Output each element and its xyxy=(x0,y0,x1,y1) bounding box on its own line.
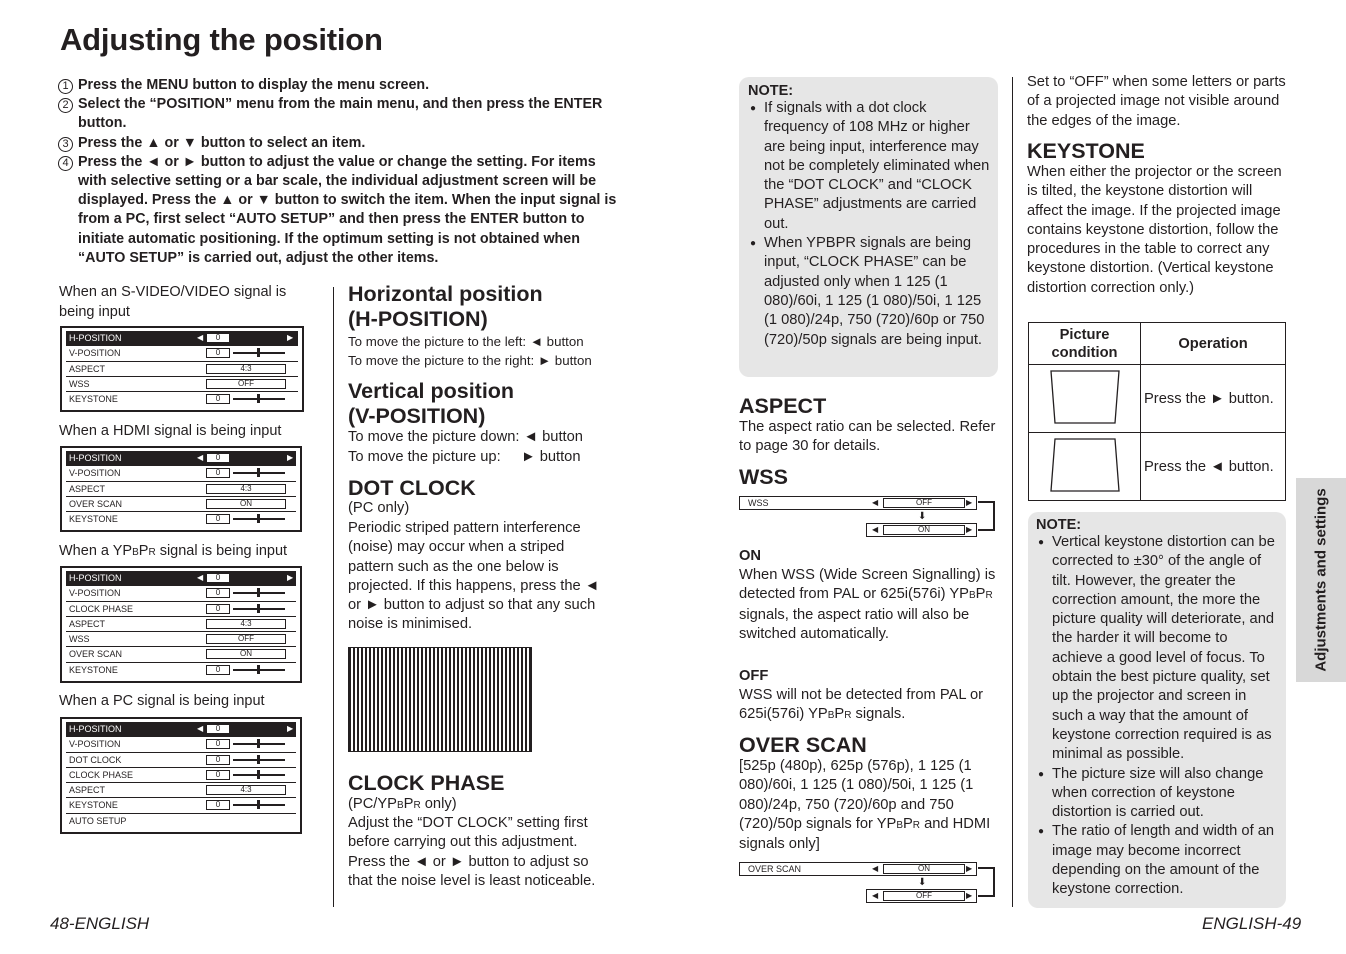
osd-row-label: OVER SCAN xyxy=(69,498,123,509)
osd-row-label: V-POSITION xyxy=(69,468,121,479)
note-list xyxy=(1036,533,1280,900)
osd-menu-row xyxy=(66,466,296,481)
osd-row-value: 0 xyxy=(206,739,230,749)
osd-row-slider xyxy=(233,759,285,761)
note-title: NOTE: xyxy=(1036,517,1082,533)
osd-row-slider xyxy=(233,804,285,806)
overscan-diagram-row xyxy=(739,862,977,876)
step-text: Select the “POSITION” menu from the main menu, and then press the ENTER button. xyxy=(78,96,603,132)
overscan-heading: OVER SCAN xyxy=(739,733,867,757)
column-divider xyxy=(333,287,334,907)
osd-menu-row xyxy=(66,331,298,346)
keystone-picture-wide-top xyxy=(1029,365,1141,433)
osd-row-label: WSS xyxy=(69,378,90,389)
overscan-diagram-label: OVER SCAN xyxy=(748,864,802,874)
note-item: ● The picture size will also change when correction of keystone distortion is carried out. xyxy=(1036,765,1280,823)
keystone-op-right: Press the ► button. xyxy=(1141,365,1286,433)
step-number: 4 xyxy=(58,156,73,171)
vpos-heading: Vertical position (V-POSITION) xyxy=(348,379,515,428)
osd-row-value: 4:3 xyxy=(206,364,286,374)
right-arrow-icon: ▶ xyxy=(287,724,294,733)
dotclock-text: Periodic striped pattern interference (noise) may occur when a striped pattern such as the one below is projected. If this happens, press the ◄ or ► button to adjust so that any such noise is minimised. xyxy=(348,520,600,633)
menu-caption-ypbpr: When a YPBPR signal is being input xyxy=(59,543,288,559)
osd-row-slider xyxy=(233,728,285,730)
right-arrow-icon: ▶ xyxy=(966,498,973,507)
step-number: 1 xyxy=(58,79,73,94)
step-number: 3 xyxy=(58,137,73,152)
wss-diagram-row xyxy=(739,496,977,510)
note-item: ● The ratio of length and width of an image may become incorrect depending on the amount of the keystone correction. xyxy=(1036,822,1280,899)
osd-row-value: ON xyxy=(206,499,286,509)
osd-menu-row xyxy=(66,722,296,737)
osd-row-label: ASPECT xyxy=(69,618,106,629)
osd-menu-row xyxy=(66,632,296,647)
wss-off-text: WSS will not be detected from PAL or 625i(576i) YPBPR signals. xyxy=(739,687,984,723)
vpos-line-down: To move the picture down: ◄ button xyxy=(348,429,583,445)
right-arrow-icon: ▶ xyxy=(966,525,973,534)
note-list xyxy=(748,99,990,350)
osd-menu-row xyxy=(66,753,296,768)
osd-menu-hdmi xyxy=(60,446,302,532)
page-title: Adjusting the position xyxy=(60,22,383,57)
osd-row-value: OFF xyxy=(206,379,286,389)
osd-row-label: OVER SCAN xyxy=(69,649,123,660)
wss-option-row xyxy=(866,523,977,537)
osd-menu-row xyxy=(66,512,296,527)
note-box-dotclock xyxy=(739,77,998,377)
osd-row-label: DOT CLOCK xyxy=(69,754,122,765)
osd-row-value: 0 xyxy=(206,468,230,478)
osd-row-label: H-POSITION xyxy=(69,333,122,343)
osd-row-label: CLOCK PHASE xyxy=(69,603,134,614)
osd-row-label: V-POSITION xyxy=(69,739,121,750)
osd-row-value: ON xyxy=(206,649,286,659)
osd-row-slider xyxy=(233,774,285,776)
osd-row-slider xyxy=(233,608,285,610)
note-box-keystone xyxy=(1028,512,1286,908)
osd-row-label: V-POSITION xyxy=(69,348,121,359)
osd-menu-row xyxy=(66,482,296,497)
menu-caption-hdmi: When a HDMI signal is being input xyxy=(59,423,282,439)
step-text: Press the ◄ or ► button to adjust the value or change the setting. For items with selective setting or a bar scale, the individual adjustment screen will be displayed. Press the ▲ or ▼ button to switch the item. When the input signal is from a PC, first select “AUTO SETUP” and then press the ENTER button to initiate automatic positioning. If the optimum setting is not obtained when “AUTO SETUP” is carried out, adjust the other items. xyxy=(78,153,617,266)
step-number: 2 xyxy=(58,98,73,113)
keystone-col-picture: Picture condition xyxy=(1029,323,1141,365)
osd-row-value: 0 xyxy=(206,604,230,614)
osd-row-value: 0 xyxy=(206,588,230,598)
osd-row-label: ASPECT xyxy=(69,785,106,796)
hpos-line-left: To move the picture to the left: ◄ button xyxy=(348,334,584,349)
overscan-text: [525p (480p), 625p (576p), 1 125 (1 080)/60i, 1 125 (1 080)/50i, 1 125 (1 080)/24p, 750 (720)/60p and 750 (720)/50p signals for YPBPR and HDMI signals only] xyxy=(739,758,991,853)
osd-row-label: KEYSTONE xyxy=(69,394,118,405)
osd-row-slider xyxy=(233,518,285,520)
osd-row-value: 0 xyxy=(206,514,230,524)
wss-option-on: ON xyxy=(883,525,965,535)
osd-row-label: KEYSTONE xyxy=(69,800,118,811)
left-arrow-icon: ◀ xyxy=(872,525,879,534)
right-arrow-icon: ▶ xyxy=(966,864,973,873)
osd-menu-row xyxy=(66,586,296,601)
striped-pattern-image xyxy=(348,647,532,752)
keystone-heading: KEYSTONE xyxy=(1027,139,1145,163)
keystone-col-operation: Operation xyxy=(1141,323,1286,365)
osd-row-label: H-POSITION xyxy=(69,724,122,734)
step-item xyxy=(58,134,618,153)
osd-row-value: 0 xyxy=(206,724,230,734)
osd-menu-row xyxy=(66,783,296,798)
left-arrow-icon: ◀ xyxy=(197,573,204,582)
osd-row-value: OFF xyxy=(206,634,286,644)
wss-heading: WSS xyxy=(739,465,788,489)
menu-caption-pc: When a PC signal is being input xyxy=(59,693,265,709)
osd-row-value: 0 xyxy=(206,665,230,675)
overscan-off-text: Set to “OFF” when some letters or parts of a projected image not visible around the edges of the image. xyxy=(1027,74,1286,129)
left-arrow-icon: ◀ xyxy=(197,724,204,733)
step-text: Press the MENU button to display the menu screen. xyxy=(78,77,430,93)
wss-off-title: OFF xyxy=(739,668,769,684)
dotclock-sub: (PC only) xyxy=(348,500,410,516)
osd-menu-row xyxy=(66,571,296,586)
osd-menu-row xyxy=(66,798,296,813)
osd-menu-row xyxy=(66,737,296,752)
hpos-line-right: To move the picture to the right: ► button xyxy=(348,353,592,368)
column-divider xyxy=(1012,77,1013,907)
osd-menu-video xyxy=(60,326,304,412)
aspect-text: The aspect ratio can be selected. Refer to page 30 for details. xyxy=(739,419,996,455)
osd-row-slider xyxy=(233,398,285,400)
keystone-text: When either the projector or the screen is tilted, the keystone distortion will affect the image. If the projected image contains keystone distortion, follow the procedures in the table to correct any keystone distortion. (Vertical keystone distortion correction only.) xyxy=(1027,164,1282,296)
osd-row-label: KEYSTONE xyxy=(69,664,118,675)
note-item: ● When YPBPR signals are being input, “CLOCK PHASE” can be adjusted only when 1 125 (1 080)/60i, 1 125 (1 080)/50i, 1 125 (1 080)/24p, 750 (720)/60p or 750 (720)/50p signals are being input. xyxy=(748,234,990,350)
osd-row-value: 0 xyxy=(206,453,230,463)
osd-row-label: AUTO SETUP xyxy=(69,815,127,826)
right-arrow-icon: ▶ xyxy=(287,333,294,342)
left-arrow-icon: ◀ xyxy=(872,864,879,873)
right-arrow-icon: ▶ xyxy=(287,453,294,462)
osd-row-label: KEYSTONE xyxy=(69,514,118,525)
dotclock-heading: DOT CLOCK xyxy=(348,476,476,500)
wss-on-text: When WSS (Wide Screen Signalling) is detected from PAL or 625i(576i) YPBPR signals, the aspect ratio will also be switched automatically. xyxy=(739,567,996,642)
osd-menu-row xyxy=(66,377,298,392)
note-item: ● If signals with a dot clock frequency of 108 MHz or higher are being input, interference may not be completely eliminated when the “DOT CLOCK” and “CLOCK PHASE” adjustments are carried out. xyxy=(748,99,990,234)
side-tab-label: Adjustments and settings xyxy=(1312,488,1330,672)
overscan-option-on: ON xyxy=(883,864,965,874)
down-arrow-icon: ⬇ xyxy=(918,877,927,888)
right-arrow-icon: ▶ xyxy=(287,573,294,582)
osd-menu-row xyxy=(66,602,296,617)
wss-on-title: ON xyxy=(739,548,762,564)
osd-row-value: 0 xyxy=(206,800,230,810)
osd-menu-row xyxy=(66,768,296,783)
clockphase-sub: (PC/YPBPR only) xyxy=(348,796,457,812)
wss-option-off: OFF xyxy=(883,498,965,508)
osd-row-label: WSS xyxy=(69,634,90,645)
osd-row-value: 0 xyxy=(206,755,230,765)
wss-diagram-label: WSS xyxy=(748,498,769,508)
osd-row-label: H-POSITION xyxy=(69,453,122,463)
left-arrow-icon: ◀ xyxy=(872,498,879,507)
osd-row-value: 0 xyxy=(206,394,230,404)
osd-row-slider xyxy=(233,352,285,354)
osd-row-value: 0 xyxy=(206,348,230,358)
osd-row-value: 4:3 xyxy=(206,785,286,795)
osd-row-value: 0 xyxy=(206,770,230,780)
loop-arrow-icon xyxy=(978,501,995,531)
aspect-heading: ASPECT xyxy=(739,394,827,418)
left-arrow-icon: ◀ xyxy=(872,891,879,900)
osd-row-value: 0 xyxy=(206,573,230,583)
osd-menu-row xyxy=(66,647,296,662)
note-title: NOTE: xyxy=(748,83,794,99)
clockphase-heading: CLOCK PHASE xyxy=(348,771,505,795)
osd-row-value: 4:3 xyxy=(206,619,286,629)
osd-row-label: V-POSITION xyxy=(69,588,121,599)
left-arrow-icon: ◀ xyxy=(197,333,204,342)
osd-menu-row xyxy=(66,814,296,829)
note-item: ● Vertical keystone distortion can be corrected to ±30° of the angle of tilt. However, the greater the correction amount, the more the picture quality will deteriorate, and the harder it will become to achieve a good level of focus. To obtain the best picture quality, set up the projector and screen in such a way that the amount of keystone correction required is as minimal as possible. xyxy=(1036,533,1280,765)
osd-row-slider xyxy=(233,577,285,579)
osd-row-label: H-POSITION xyxy=(69,573,122,583)
side-tab xyxy=(1296,478,1346,682)
steps-list xyxy=(58,76,618,268)
overscan-option-row xyxy=(866,889,977,903)
osd-row-slider xyxy=(233,472,285,474)
osd-row-label: CLOCK PHASE xyxy=(69,769,134,780)
osd-menu-row xyxy=(66,497,296,512)
step-text: Press the ▲ or ▼ button to select an item. xyxy=(78,134,366,151)
down-arrow-icon: ⬇ xyxy=(918,511,927,522)
osd-row-label: ASPECT xyxy=(69,363,106,374)
osd-row-slider xyxy=(233,743,285,745)
page-number-left: 48-ENGLISH xyxy=(50,914,150,933)
osd-row-slider xyxy=(233,337,285,339)
osd-row-slider xyxy=(233,669,285,671)
right-arrow-icon: ▶ xyxy=(966,891,973,900)
osd-menu-ypbpr xyxy=(60,566,302,683)
osd-row-label: ASPECT xyxy=(69,483,106,494)
keystone-picture-wide-bottom xyxy=(1029,433,1141,501)
osd-row-slider xyxy=(233,592,285,594)
trapezoid-wide-bottom-icon xyxy=(1045,435,1125,495)
step-item xyxy=(58,95,618,133)
keystone-table xyxy=(1028,322,1286,501)
osd-row-value: 4:3 xyxy=(206,484,286,494)
osd-menu-row xyxy=(66,362,298,377)
hpos-heading: Horizontal position (H-POSITION) xyxy=(348,282,543,331)
osd-row-value: 0 xyxy=(206,333,230,343)
trapezoid-wide-top-icon xyxy=(1045,367,1125,427)
overscan-option-off: OFF xyxy=(883,891,965,901)
step-item xyxy=(58,153,618,268)
menu-caption-video: When an S-VIDEO/VIDEO signal is being input xyxy=(59,284,287,320)
clockphase-text: Adjust the “DOT CLOCK” setting first before carrying out this adjustment. Press the ◄ or ► button to adjust so that the noise level is least noticeable. xyxy=(348,815,596,889)
osd-menu-row xyxy=(66,663,296,678)
page-number-right: ENGLISH-49 xyxy=(1202,914,1302,933)
osd-row-slider xyxy=(233,457,285,459)
osd-menu-row xyxy=(66,451,296,466)
osd-menu-pc xyxy=(60,717,302,834)
loop-arrow-icon xyxy=(978,867,995,897)
left-arrow-icon: ◀ xyxy=(197,453,204,462)
step-item xyxy=(58,76,618,95)
keystone-op-left: Press the ◄ button. xyxy=(1141,433,1286,501)
osd-menu-row xyxy=(66,617,296,632)
osd-menu-row xyxy=(66,346,298,361)
osd-menu-row xyxy=(66,392,298,407)
vpos-line-up: To move the picture up: ► button xyxy=(348,449,581,465)
